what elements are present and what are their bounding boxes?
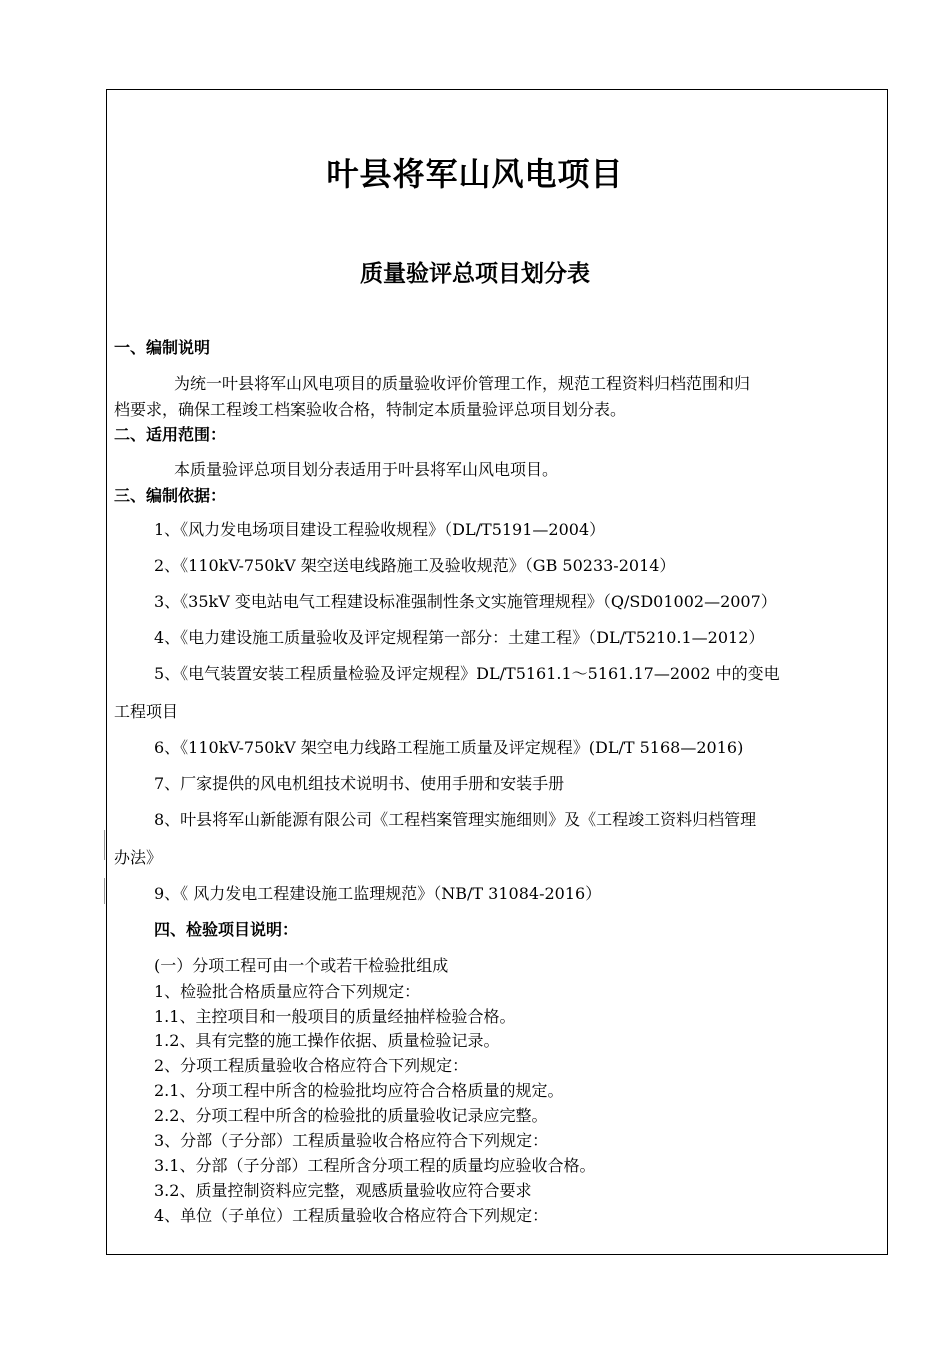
inspection-item: 1、检验批合格质量应符合下列规定：: [154, 982, 421, 1001]
reference-item: 5、《电气装置安装工程质量检验及评定规程》DL/T5161.1～5161.17—2002 中的变电: [154, 664, 780, 683]
inspection-item: 1.1、主控项目和一般项目的质量经抽样检验合格。: [154, 1007, 516, 1026]
reference-item: 1、《风力发电场项目建设工程验收规程》（DL/T5191—2004）: [154, 520, 606, 539]
reference-item-continuation: 办法》: [114, 848, 163, 867]
section-heading-1: 一、编制说明: [114, 338, 211, 357]
reference-item-continuation: 工程项目: [114, 702, 179, 721]
reference-item: 6、《110kV-750kV 架空电力线路工程施工质量及评定规程》(DL/T 5168—2016): [154, 738, 744, 757]
section-heading-4: 四、检验项目说明：: [154, 920, 299, 939]
inspection-item: 3.2、质量控制资料应完整，观感质量验收应符合要求: [154, 1181, 532, 1200]
inspection-item: 4、单位（子单位）工程质量验收合格应符合下列规定：: [154, 1206, 549, 1225]
inspection-item: 2.2、分项工程中所含的检验批的质量验收记录应完整。: [154, 1106, 548, 1125]
document-title: 叶县将军山风电项目: [326, 155, 624, 193]
reference-item: 9、《 风力发电工程建设施工监理规范》（NB/T 31084-2016）: [154, 884, 602, 903]
inspection-item: 1.2、具有完整的施工操作依据、质量检验记录。: [154, 1031, 500, 1050]
margin-mark: [104, 830, 105, 860]
section-heading-2: 二、适用范围：: [114, 425, 227, 444]
reference-item: 2、《110kV-750kV 架空送电线路施工及验收规范》（GB 50233-2014）: [154, 556, 676, 575]
inspection-item: 2.1、分项工程中所含的检验批均应符合合格质量的规定。: [154, 1081, 564, 1100]
paragraph-line: 本质量验评总项目划分表适用于叶县将军山风电项目。: [174, 460, 559, 479]
reference-item: 3、《35kV 变电站电气工程建设标准强制性条文实施管理规程》（Q/SD01002—2007）: [154, 592, 777, 611]
paragraph-line: 为统一叶县将军山风电项目的质量验收评价管理工作，规范工程资料归档范围和归: [174, 374, 751, 393]
inspection-item: 3.1、分部（子分部）工程所含分项工程的质量均应验收合格。: [154, 1156, 596, 1175]
inspection-item: 3、分部（子分部）工程质量验收合格应符合下列规定：: [154, 1131, 549, 1150]
margin-mark: [104, 878, 105, 904]
reference-item: 7、厂家提供的风电机组技术说明书、使用手册和安装手册: [154, 774, 565, 793]
reference-item: 8、叶县将军山新能源有限公司《工程档案管理实施细则》及《工程竣工资料归档管理: [154, 810, 757, 829]
inspection-item: (一）分项工程可由一个或若干检验批组成: [154, 956, 449, 975]
paragraph-line: 档要求，确保工程竣工档案验收合格，特制定本质量验评总项目划分表。: [114, 400, 627, 419]
section-heading-3: 三、编制依据：: [114, 486, 227, 505]
document-subtitle: 质量验评总项目划分表: [360, 260, 590, 287]
reference-item: 4、《电力建设施工质量验收及评定规程第一部分：土建工程》（DL/T5210.1—2012）: [154, 628, 765, 647]
inspection-item: 2、分项工程质量验收合格应符合下列规定：: [154, 1056, 469, 1075]
